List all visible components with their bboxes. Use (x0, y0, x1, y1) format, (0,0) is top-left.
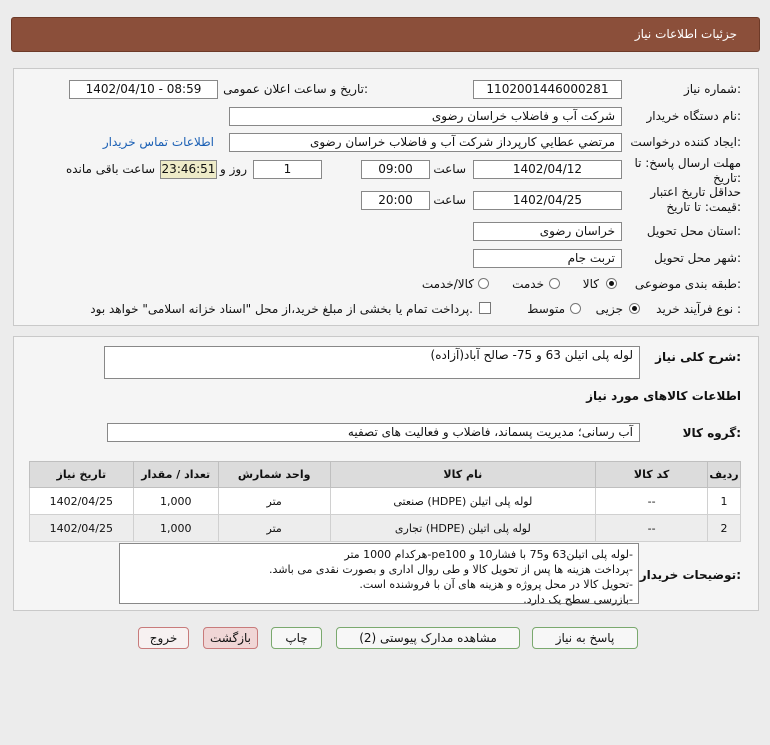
process-minor-radio[interactable] (629, 303, 640, 314)
exit-button[interactable]: خروج (138, 627, 189, 649)
category-service-radio[interactable] (549, 278, 560, 289)
col-row: ردیف (707, 462, 740, 488)
category-service-label: خدمت (512, 277, 544, 291)
category-label: طبقه بندی موضوعی: (634, 277, 741, 291)
deadline-time-label: ساعت (433, 162, 466, 176)
cell-date: 1402/04/25 (30, 488, 134, 515)
cell-name: لوله پلی اتیلن (HDPE) تجاری (330, 515, 596, 542)
creator-field: مرتضي عطايي کارپرداز شرکت آب و فاضلاب خراسان رضوی (229, 133, 622, 152)
treasury-payment-note: پرداخت تمام یا بخشی از مبلغ خرید،از محل "اسناد خزانه اسلامی" خواهد بود. (90, 302, 473, 316)
announce-field: 1402/04/10 - 08:59 (69, 80, 218, 99)
summary-label: شرح کلی نیاز: (655, 350, 741, 364)
goods-section-title: اطلاعات کالاهای مورد نیاز (586, 389, 741, 403)
cell-row: 2 (707, 515, 740, 542)
note-line: -پرداخت هزینه ها پس از تحویل کالا و طی روال اداری و بصورت نقدی می باشد. (268, 563, 633, 576)
cell-code: -- (596, 515, 708, 542)
cell-qty: 1,000 (133, 488, 218, 515)
buyer-org-label: نام دستگاه خریدار: (646, 109, 741, 123)
col-code: کد کالا (596, 462, 708, 488)
buyer-notes (119, 543, 639, 604)
province-label: استان محل تحویل: (646, 224, 741, 238)
note-line: -بازرسی سطح یک دارد. (523, 593, 633, 606)
creator-label: ایجاد کننده درخواست: (630, 135, 741, 149)
validity-time-field: 20:00 (361, 191, 430, 210)
goods-group-label: گروه کالا: (682, 426, 741, 440)
treasury-payment-checkbox[interactable] (479, 302, 491, 314)
cell-unit: متر (218, 515, 330, 542)
need-number-label: شماره نیاز: (683, 82, 741, 96)
category-goods-radio[interactable] (606, 278, 617, 289)
reply-button[interactable]: پاسخ به نیاز (532, 627, 638, 649)
note-line: -لوله پلی اتیلن63 و75 با فشار10 و pe100-هرکدام 1000 متر (344, 548, 633, 561)
need-number-field: 1102001446000281 (473, 80, 622, 99)
deadline-label: مهلت ارسال پاسخ: تا تاریخ: (634, 156, 741, 185)
cell-qty: 1,000 (133, 515, 218, 542)
validity-time-label: ساعت (433, 193, 466, 207)
goods-group-field: آب رسانی؛ مدیریت پسماند، فاضلاب و فعالیت های تصفیه (107, 423, 640, 442)
notes-label: توضیحات خریدار: (639, 568, 741, 582)
col-name: نام کالا (330, 462, 596, 488)
col-date: تاریخ نیاز (30, 462, 134, 488)
category-goods-service-label: کالا/خدمت (421, 277, 474, 291)
cell-unit: متر (218, 488, 330, 515)
table-row[interactable] (30, 488, 741, 515)
remaining-timer: 23:46:51 (160, 160, 217, 179)
page-header (11, 17, 760, 52)
goods-table-header (30, 462, 741, 488)
province-field: خراسان رضوی (473, 222, 622, 241)
cell-code: -- (596, 488, 708, 515)
view-documents-button[interactable]: مشاهده مدارک پیوستی (2) (336, 627, 520, 649)
process-medium-radio[interactable] (570, 303, 581, 314)
category-goods-service-radio[interactable] (478, 278, 489, 289)
col-qty: تعداد / مقدار (133, 462, 218, 488)
deadline-time-field: 09:00 (361, 160, 430, 179)
buyer-org-field: شرکت آب و فاضلاب خراسان رضوی (229, 107, 622, 126)
process-label: نوع فرآیند خرید : (656, 302, 741, 316)
col-unit: واحد شمارش (218, 462, 330, 488)
goods-table (29, 461, 741, 542)
remaining-label: ساعت باقی مانده (65, 162, 155, 176)
city-label: شهر محل تحویل: (654, 251, 741, 265)
validity-date-field: 1402/04/25 (473, 191, 622, 210)
cell-row: 1 (707, 488, 740, 515)
validity-label: حداقل تاریخ اعتبار قیمت: تا تاریخ: (650, 185, 741, 214)
days-label: روز و (220, 162, 247, 176)
buyer-contact-link[interactable]: اطلاعات تماس خریدار (102, 135, 214, 149)
announce-label: تاریخ و ساعت اعلان عمومی: (223, 82, 368, 96)
category-goods-label: کالا (582, 277, 599, 291)
back-button[interactable]: بازگشت (203, 627, 258, 649)
deadline-date-field: 1402/04/12 (473, 160, 622, 179)
city-field: تربت جام (473, 249, 622, 268)
days-field: 1 (253, 160, 322, 179)
cell-date: 1402/04/25 (30, 515, 134, 542)
print-button[interactable]: چاپ (271, 627, 322, 649)
note-line: -تحویل کالا در محل پروژه و هزینه های آن با فروشنده است. (359, 578, 633, 591)
page-title: جزئیات اطلاعات نیاز (634, 27, 737, 41)
process-medium-label: متوسط (527, 302, 565, 316)
table-row[interactable] (30, 515, 741, 542)
summary-field: لوله پلی اتیلن 63 و 75- صالح آباد(آزاده) (104, 346, 640, 379)
cell-name: لوله پلی اتیلن (HDPE) صنعتی (330, 488, 596, 515)
process-minor-label: جزیی (595, 302, 623, 316)
